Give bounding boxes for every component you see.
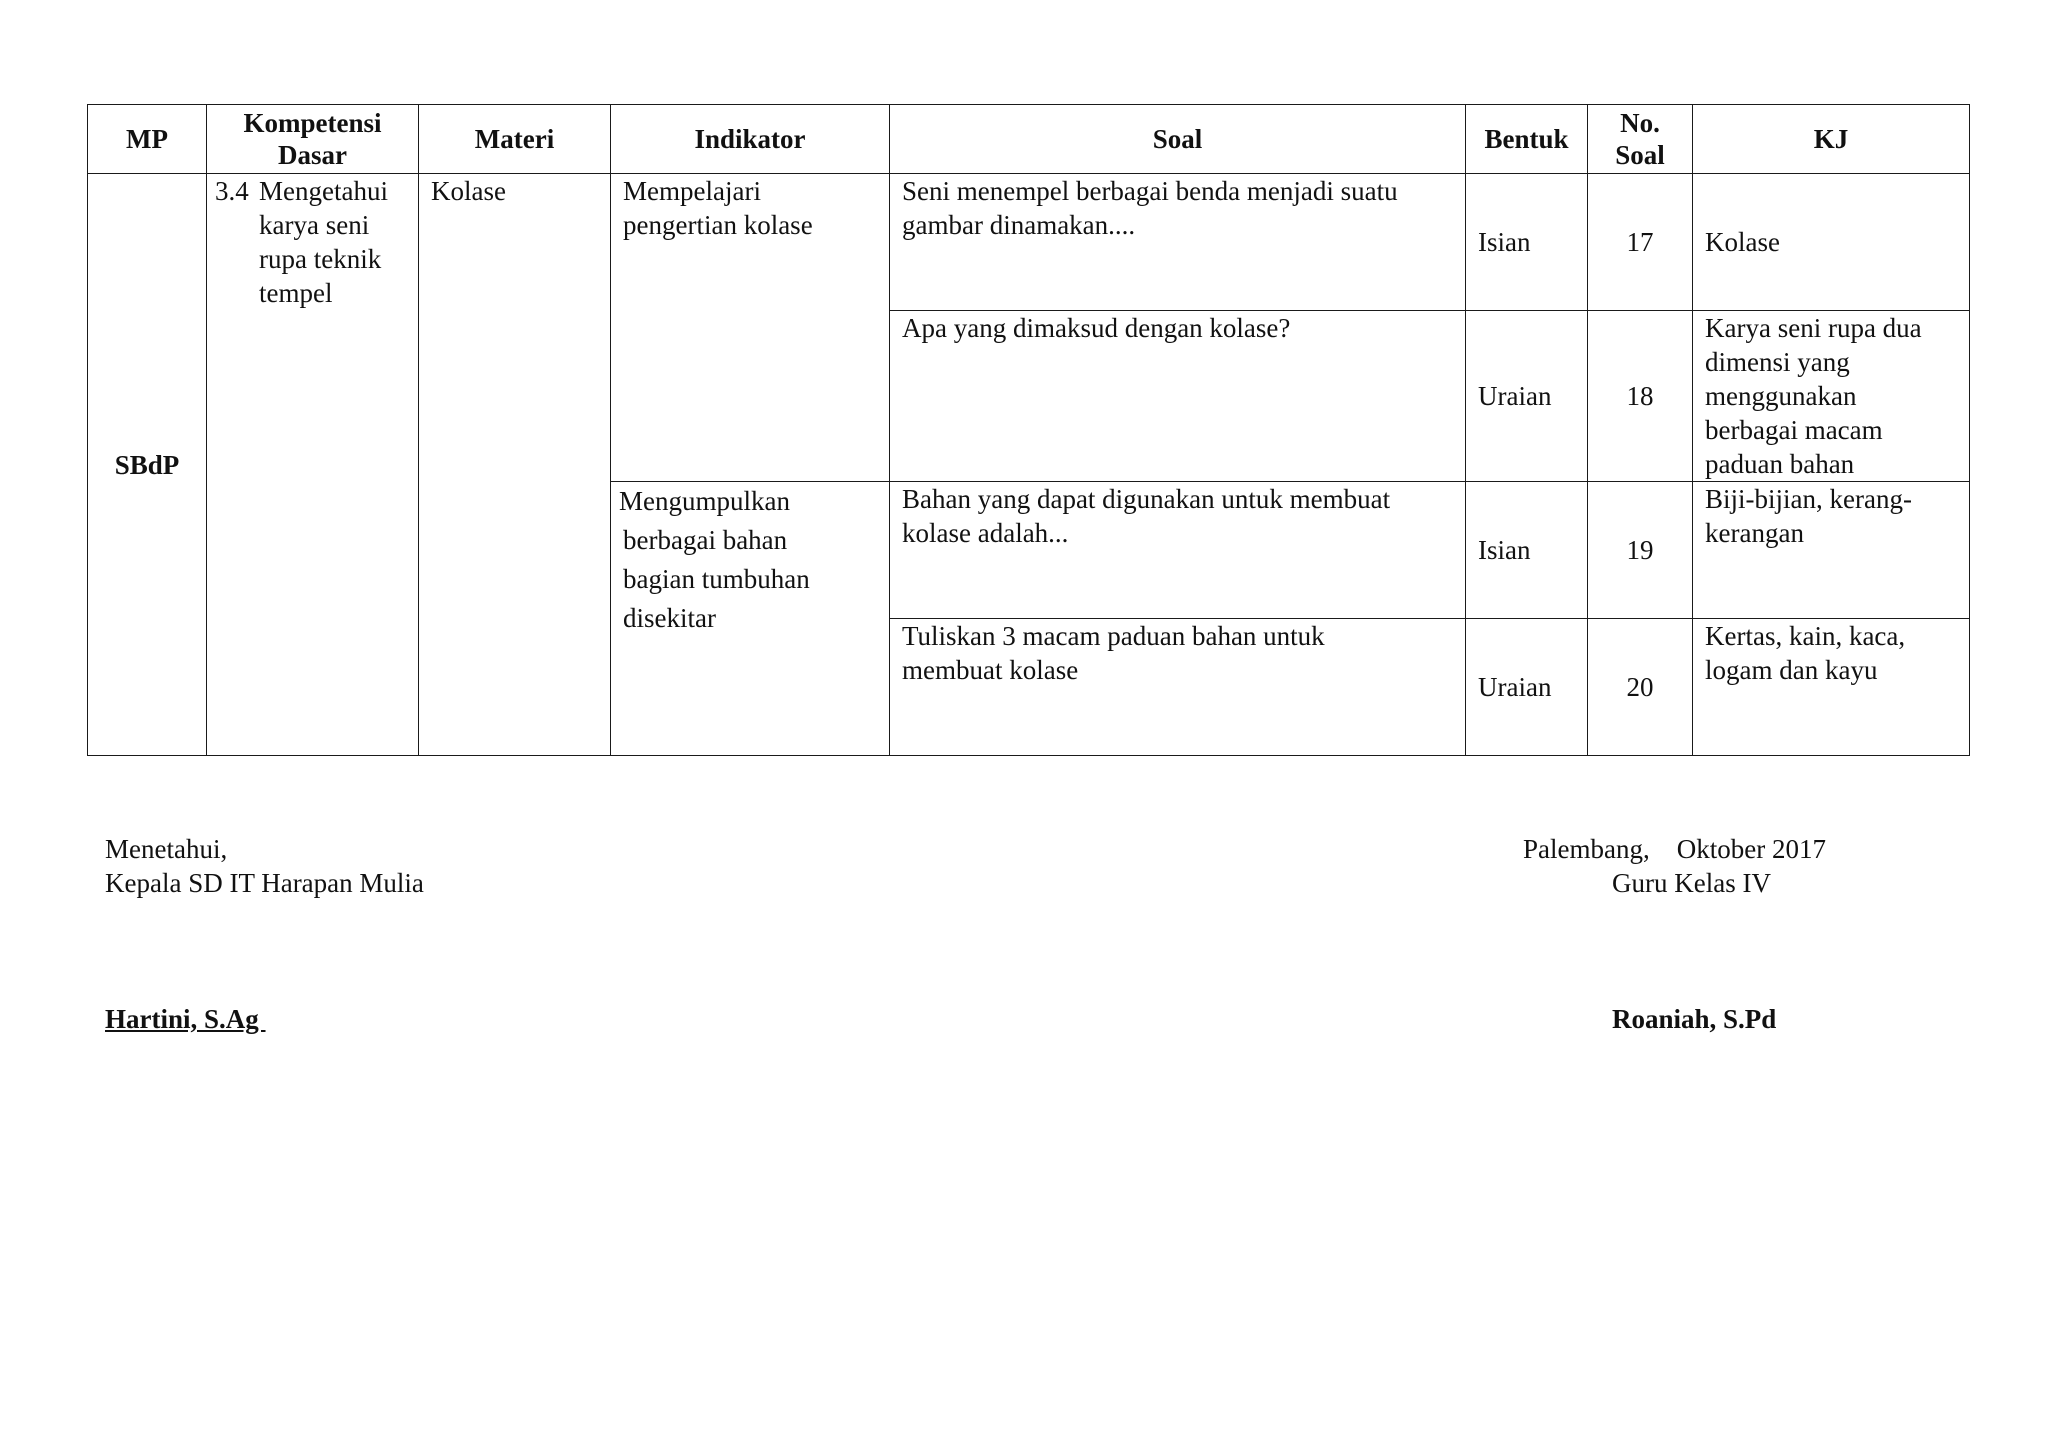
kj-line: Biji-bijian, kerang-: [1705, 484, 1912, 514]
bentuk-cell: Uraian: [1466, 311, 1588, 482]
kd-line: Mengetahui: [259, 176, 388, 206]
signature-left-block: [105, 832, 424, 900]
soal-line: Seni menempel berbagai benda menjadi suatu: [902, 176, 1398, 206]
kj-line: berbagai macam: [1705, 415, 1883, 445]
acknowledgement-text: Menetahui,: [105, 834, 228, 864]
soal-line: Tuliskan 3 macam paduan bahan untuk: [902, 621, 1325, 651]
kj-line: paduan bahan: [1705, 449, 1855, 479]
teacher-title: Guru Kelas IV: [1612, 868, 1771, 898]
indikator-line: pengertian kolase: [623, 210, 813, 240]
indikator-line: disekitar: [623, 603, 716, 633]
kj-cell: [1693, 619, 1970, 756]
kj-line: Kolase: [1705, 227, 1780, 257]
soal-line: kolase adalah...: [902, 518, 1069, 548]
indikator-cell: [611, 174, 890, 482]
header-soal: Soal: [890, 105, 1466, 174]
header-materi: Materi: [419, 105, 611, 174]
kd-line: rupa teknik: [259, 244, 382, 274]
soal-cell: [890, 619, 1466, 756]
mp-cell: SBdP: [88, 174, 207, 756]
soal-cell: [890, 311, 1466, 482]
kj-cell: [1693, 311, 1970, 482]
kj-line: kerangan: [1705, 518, 1804, 548]
header-bentuk: Bentuk: [1466, 105, 1588, 174]
soal-line: Apa yang dimaksud dengan kolase?: [902, 313, 1291, 343]
materi-cell: Kolase: [419, 174, 611, 756]
header-kj: KJ: [1693, 105, 1970, 174]
indikator-line: berbagai bahan: [623, 525, 788, 555]
teacher-name: Roaniah, S.Pd: [1612, 1004, 1777, 1034]
kj-line: dimensi yang: [1705, 347, 1850, 377]
bentuk-cell: Uraian: [1466, 619, 1588, 756]
kd-number: 3.4: [215, 176, 249, 206]
no-soal-cell: 20: [1588, 619, 1693, 756]
header-no-line: No.: [1620, 108, 1660, 138]
indikator-cell: [611, 482, 890, 756]
bentuk-cell: Isian: [1466, 482, 1588, 619]
soal-line: membuat kolase: [902, 655, 1079, 685]
bentuk-cell: Isian: [1466, 174, 1588, 311]
header-indikator: Indikator: [611, 105, 890, 174]
header-kompetensi-dasar: [207, 105, 419, 174]
kd-line: tempel: [259, 278, 333, 308]
no-soal-cell: 17: [1588, 174, 1693, 311]
header-mp: MP: [88, 105, 207, 174]
no-soal-cell: 19: [1588, 482, 1693, 619]
kj-cell: [1693, 482, 1970, 619]
indikator-line: Mengumpulkan: [619, 486, 790, 516]
indikator-line: bagian tumbuhan: [623, 564, 810, 594]
principal-title: Kepala SD IT Harapan Mulia: [105, 868, 424, 898]
header-kd-line: Dasar: [278, 140, 347, 170]
header-row: [88, 105, 1970, 174]
kj-line: Karya seni rupa dua: [1705, 313, 1922, 343]
indikator-line: Mempelajari: [623, 176, 761, 206]
header-kd-line: Kompetensi: [243, 108, 382, 138]
kj-cell: [1693, 174, 1970, 311]
soal-line: Bahan yang dapat digunakan untuk membuat: [902, 484, 1391, 514]
table-row: [88, 174, 1970, 311]
kj-line: logam dan kayu: [1705, 655, 1878, 685]
header-no-line: Soal: [1615, 140, 1665, 170]
kompetensi-dasar-cell: [207, 174, 419, 756]
header-no-soal: [1588, 105, 1693, 174]
question-grid-table: [87, 104, 1970, 756]
place-date: Palembang, Oktober 2017: [1523, 834, 1826, 864]
kj-line: menggunakan: [1705, 381, 1857, 411]
kj-line: Kertas, kain, kaca,: [1705, 621, 1906, 651]
kd-line: karya seni: [259, 210, 370, 240]
soal-line: gambar dinamakan....: [902, 210, 1136, 240]
principal-name: Hartini, S.Ag: [105, 1004, 266, 1034]
no-soal-cell: 18: [1588, 311, 1693, 482]
soal-cell: [890, 482, 1466, 619]
soal-cell: [890, 174, 1466, 311]
